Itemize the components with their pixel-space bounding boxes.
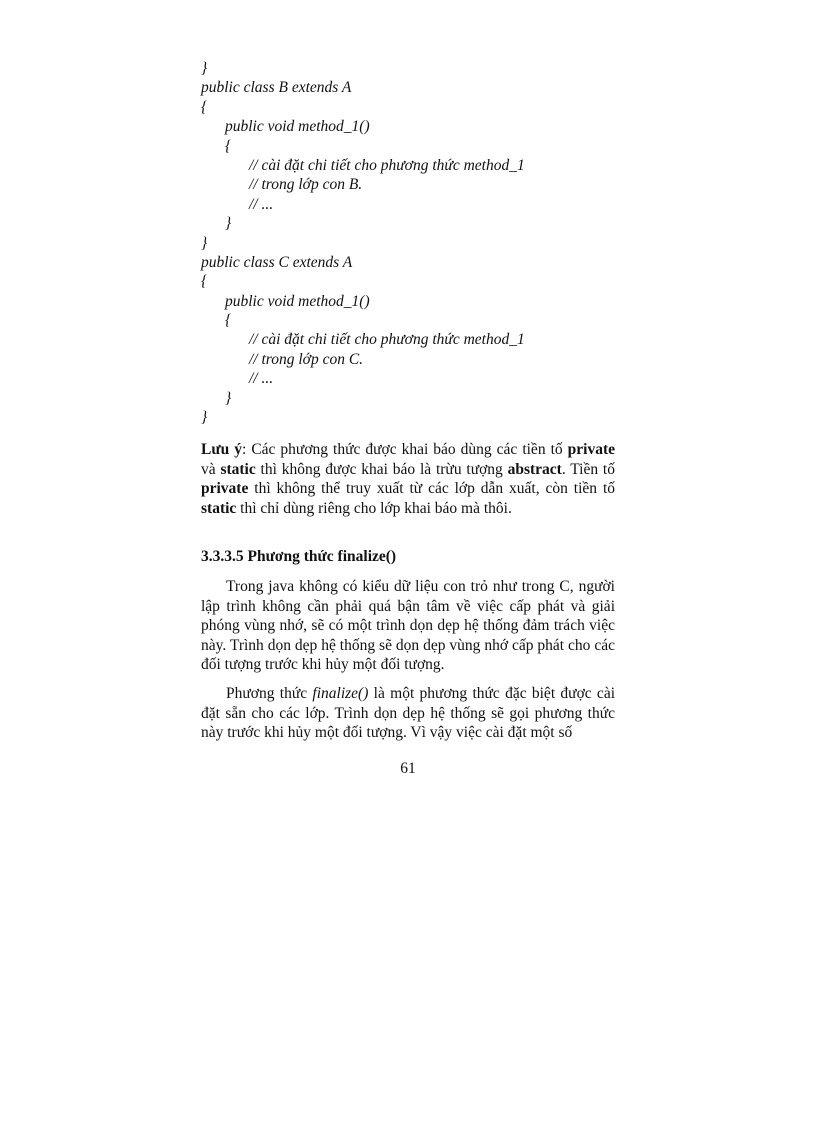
section-heading: 3.3.3.5 Phương thức finalize(): [201, 548, 397, 565]
code-line: // trong lớp con B.: [249, 176, 363, 194]
method-name: finalize(): [312, 685, 369, 702]
paragraph-1: [201, 577, 615, 675]
note-paragraph: [201, 440, 615, 518]
code-line: {: [201, 273, 208, 291]
keyword-private: private: [567, 441, 615, 458]
note-text-part: . Tiền tố: [561, 460, 615, 478]
paragraph-2-text: [201, 684, 615, 743]
code-line: }: [225, 389, 232, 407]
code-line: }: [201, 60, 208, 77]
code-line: // trong lớp con C.: [249, 350, 364, 368]
note-text-part: thì không thể truy xuất từ các lớp dẫn xuất, còn tiền tố: [248, 480, 615, 498]
keyword-abstract: abstract: [507, 460, 562, 478]
paragraph-2: [201, 684, 615, 743]
note-text-part: thì chỉ dùng riêng cho lớp khai báo mà thôi.: [236, 499, 512, 517]
code-line: {: [225, 137, 232, 155]
note-text-part: : Các phương thức được khai báo dùng các tiền tố: [242, 441, 568, 458]
code-line: // ...: [249, 195, 274, 213]
code-line: public class B extends A: [201, 79, 352, 97]
code-line: }: [201, 234, 208, 252]
code-line: {: [225, 312, 232, 330]
code-line: }: [201, 409, 208, 427]
keyword-static: static: [201, 499, 237, 517]
code-line: public class C extends A: [201, 253, 353, 271]
paragraph-2-part: Phương thức: [226, 685, 313, 702]
note-text-part: thì không được khai báo là trừu tượng: [255, 460, 508, 478]
paragraph-2-part: là một phương thức đặc biệt được cài đặt sẵn cho các lớp. Trình dọn dẹp hệ thống sẽ gọi phương thức này trước khi hủy một đối tượng. Vì vậy việc cài đặt một số: [201, 685, 616, 742]
note-label: Lưu ý: [201, 441, 243, 458]
paragraph-1-text: Trong java không có kiểu dữ liệu con trỏ như trong C, người lập trình không cần phải quá bận tâm về việc cấp phát và giải phóng vùng nhớ, sẽ có một trình dọn dẹp hệ thống đảm trách việc này. Trình dọn dẹp hệ thống sẽ dọn dẹp vùng nhớ cấp phát cho các đối tượng trước khi hủy một đối tượng.: [201, 578, 615, 674]
keyword-static: static: [220, 460, 256, 478]
code-line: // cài đặt chi tiết cho phương thức method_1: [249, 156, 525, 174]
code-line: public void method_1(): [225, 118, 370, 136]
code-line: // ...: [249, 370, 274, 388]
code-line: }: [225, 215, 232, 233]
page-number: 61: [400, 760, 416, 777]
code-line: {: [201, 98, 208, 116]
code-block: [201, 59, 525, 427]
keyword-private: private: [201, 480, 249, 498]
code-line: public void method_1(): [225, 292, 370, 310]
note-text: [201, 440, 615, 518]
note-text-part: và: [201, 460, 221, 478]
code-line: // cài đặt chi tiết cho phương thức method_1: [249, 331, 525, 349]
